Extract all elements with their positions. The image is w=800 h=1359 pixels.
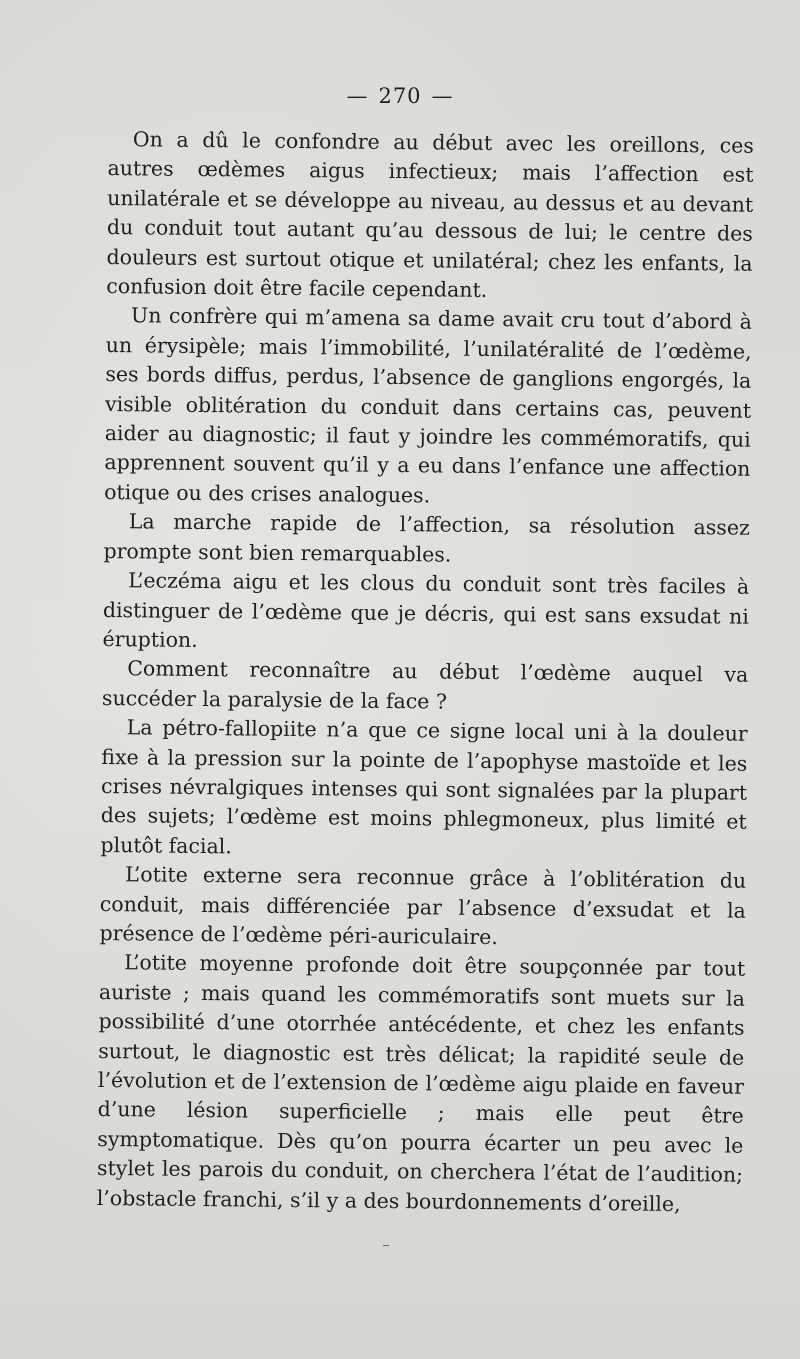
print-mark <box>383 1245 389 1246</box>
body-text <box>97 125 754 1220</box>
paragraph-8: L’otite moyenne profonde doit être soupçonnée par tout auriste ; mais quand les commémoratifs sont muets sur la possibilité d’une otorrhée antécédente, et chez les enfants surtout, le diagnostic est très délicat; la rapidité seule de l’évolution et de l’extension de l’œdème aigu plaide en faveur d’une lésion superficielle ; mais elle peut être symptomatique. Dès qu’on pourra écarter un peu avec le stylet les parois du conduit, on cherchera l’état de l’audition; l’obstacle franchi, s’il y a des bourdonnements d’oreille, <box>96 950 746 1216</box>
paragraph-2: Un confrère qui m’amena sa dame avait cru tout d’abord à un érysipèle; mais l’immobilité, l’unilatéralité de l’œdème, ses bords diffus, perdus, l’absence de ganglions engorgés, la visible oblitération du conduit dans certains cas, peuvent aider au diagnostic; il faut y joindre les commémoratifs, qui apprennent souvent qu’il y a eu dans l’enfance une affection otique ou des crises analogues. <box>104 303 753 508</box>
paragraph-6: La pétro-fallopiite n’a que ce signe local uni à la douleur fixe à la pression sur la pointe de l’apophyse mastoïde et les crises névralgiques intenses qui sont signalées par la plupart des sujets; l’œdème est moins phlegmoneux, plus limité et plutôt facial. <box>100 715 748 859</box>
page-number: 270 <box>378 84 422 108</box>
dash-left: — <box>346 84 369 108</box>
page-number-header <box>0 84 800 108</box>
dash-right: — <box>431 84 454 108</box>
paragraph-7: L’otite externe sera reconnue grâce à l’oblitération du conduit, mais différenciée par l’absence d’exsudat et la présence de l’œdème péri-auriculaire. <box>99 862 747 950</box>
paragraph-5: Comment reconnaître au début l’œdème auquel va succéder la paralysie de la face ? <box>101 656 749 714</box>
paragraph-4: L’eczéma aigu et les clous du conduit sont très faciles à distinguer de l’œdème que je décris, qui est sans exsudat ni éruption. <box>102 568 750 652</box>
paragraph-1: On a dû le confondre au début avec les oreillons, ces autres œdèmes aigus infectieux; mais l’affection est unilatérale et se développe au niveau, au dessus et au devant du conduit tout autant qu’au dessous de lui; le centre des douleurs est surtout otique et unilatéral; chez les enfants, la confusion doit être facile cependant. <box>106 127 754 303</box>
paragraph-3: La marche rapide de l’affection, sa résolution assez prompte sont bien remarquables. <box>103 509 750 567</box>
